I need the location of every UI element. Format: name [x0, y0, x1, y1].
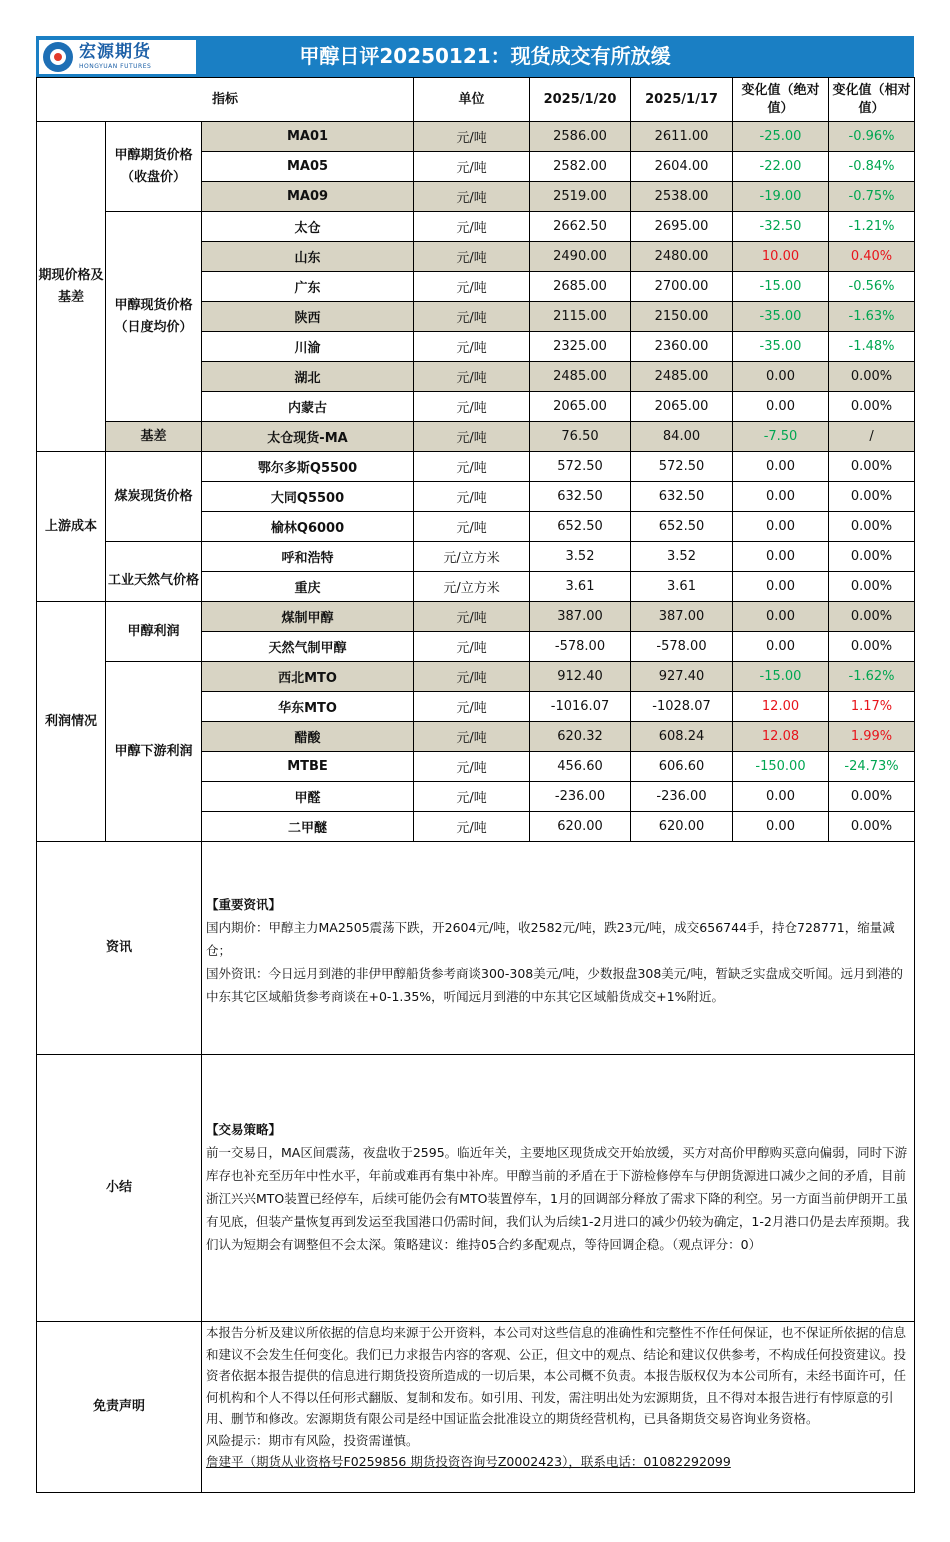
- change-relative: 0.40%: [829, 242, 915, 272]
- unit-cell: 元/吨: [414, 752, 530, 782]
- change-relative: -1.48%: [829, 332, 915, 362]
- disclaimer-label: 免责声明: [37, 1322, 202, 1493]
- news-row: [37, 842, 915, 1055]
- indicator-name: 榆林Q6000: [202, 512, 414, 542]
- value-date2: -1028.07: [631, 692, 733, 722]
- value-date2: 608.24: [631, 722, 733, 752]
- indicator-table: [36, 77, 915, 1493]
- value-date2: 2538.00: [631, 182, 733, 212]
- change-relative: -0.84%: [829, 152, 915, 182]
- unit-cell: 元/吨: [414, 122, 530, 152]
- subcategory-basis: 基差: [106, 422, 202, 452]
- change-absolute: -7.50: [733, 422, 829, 452]
- indicator-name: 陕西: [202, 302, 414, 332]
- change-absolute: 10.00: [733, 242, 829, 272]
- value-date2: 3.52: [631, 542, 733, 572]
- table-row: [37, 542, 915, 572]
- value-date2: 387.00: [631, 602, 733, 632]
- unit-cell: 元/吨: [414, 302, 530, 332]
- table-row: [37, 422, 915, 452]
- value-date2: 2480.00: [631, 242, 733, 272]
- change-relative: 0.00%: [829, 542, 915, 572]
- value-date2: -236.00: [631, 782, 733, 812]
- value-date2: 2700.00: [631, 272, 733, 302]
- unit-cell: 元/吨: [414, 662, 530, 692]
- change-relative: -1.63%: [829, 302, 915, 332]
- change-relative: 0.00%: [829, 602, 915, 632]
- change-relative: 1.99%: [829, 722, 915, 752]
- value-date1: -236.00: [530, 782, 631, 812]
- value-date1: 2485.00: [530, 362, 631, 392]
- value-date1: 572.50: [530, 452, 631, 482]
- change-relative: 1.17%: [829, 692, 915, 722]
- indicator-name: MTBE: [202, 752, 414, 782]
- news-content: [202, 842, 915, 1055]
- indicator-name: 太仓: [202, 212, 414, 242]
- table-row: [37, 602, 915, 632]
- table-row: [37, 212, 915, 242]
- indicator-name: 华东MTO: [202, 692, 414, 722]
- subcategory-downstream-profit: 甲醇下游利润: [106, 662, 202, 842]
- change-absolute: -25.00: [733, 122, 829, 152]
- value-date1: 2662.50: [530, 212, 631, 242]
- change-absolute: 0.00: [733, 782, 829, 812]
- value-date2: 572.50: [631, 452, 733, 482]
- value-date1: 2586.00: [530, 122, 631, 152]
- change-absolute: 0.00: [733, 602, 829, 632]
- summary-row: [37, 1055, 915, 1322]
- disclaimer-content: [202, 1322, 915, 1493]
- value-date1: 2325.00: [530, 332, 631, 362]
- summary-label: 小结: [37, 1055, 202, 1322]
- change-relative: 0.00%: [829, 512, 915, 542]
- category-profit: 利润情况: [37, 602, 106, 842]
- indicator-name: 西北MTO: [202, 662, 414, 692]
- change-absolute: -35.00: [733, 302, 829, 332]
- value-date2: 3.61: [631, 572, 733, 602]
- indicator-name: MA05: [202, 152, 414, 182]
- unit-cell: 元/吨: [414, 482, 530, 512]
- indicator-name: 太仓现货-MA: [202, 422, 414, 452]
- unit-cell: 元/吨: [414, 392, 530, 422]
- unit-cell: 元/吨: [414, 602, 530, 632]
- value-date2: 620.00: [631, 812, 733, 842]
- value-date1: 2519.00: [530, 182, 631, 212]
- subcategory-gas-price: 工业天然气价格: [106, 542, 202, 602]
- change-absolute: 0.00: [733, 542, 829, 572]
- indicator-name: 广东: [202, 272, 414, 302]
- value-date1: 620.32: [530, 722, 631, 752]
- indicator-name: 内蒙古: [202, 392, 414, 422]
- indicator-name: 重庆: [202, 572, 414, 602]
- table-row: [37, 662, 915, 692]
- subcategory-futures-price: 甲醇期货价格（收盘价）: [106, 122, 202, 212]
- change-absolute: -19.00: [733, 182, 829, 212]
- change-absolute: 0.00: [733, 392, 829, 422]
- col-header-abs-change: 变化值（绝对值）: [733, 78, 829, 122]
- value-date1: 652.50: [530, 512, 631, 542]
- value-date2: 2065.00: [631, 392, 733, 422]
- indicator-name: 鄂尔多斯Q5500: [202, 452, 414, 482]
- summary-content: [202, 1055, 915, 1322]
- value-date1: 387.00: [530, 602, 631, 632]
- value-date2: 606.60: [631, 752, 733, 782]
- value-date1: -578.00: [530, 632, 631, 662]
- risk-warning: 风险提示：期市有风险，投资需谨慎。: [206, 1432, 419, 1448]
- unit-cell: 元/立方米: [414, 572, 530, 602]
- indicator-name: 山东: [202, 242, 414, 272]
- change-relative: 0.00%: [829, 572, 915, 602]
- summary-body: 前一交易日，MA区间震荡，夜盘收于2595。临近年关，主要地区现货成交开始放缓，买方对高价甲醇购买意向偏弱，同时下游库存也补充至历年中性水平，年前或难再有集中补库。甲醇当前的矛盾在于下游检修停车与伊朗货源进口减少之间的矛盾，目前浙江兴兴MTO装置已经停车，后续可能仍会有MTO装置停车，1月的回调部分释放了需求下降的利空。另一方面当前伊朗开工虽有见底，但装产量恢复再到发运至我国港口仍需时间，我们认为后续1-2月进口的减少仍较为确定，1-2月港口仍是去库预期。我们认为短期会有调整但不会太深。策略建议：维持05合约多配观点，等待回调企稳。（观点评分：0）: [206, 1145, 910, 1252]
- change-absolute: 0.00: [733, 812, 829, 842]
- company-logo: [39, 40, 196, 74]
- change-absolute: 0.00: [733, 512, 829, 542]
- change-absolute: -150.00: [733, 752, 829, 782]
- disclaimer-body: 本报告分析及建议所依据的信息均来源于公开资料，本公司对这些信息的准确性和完整性不作任何保证，也不保证所依据的信息和建议不会发生任何变化。我们已力求报告内容的客观、公正，但文中的观点、结论和建议仅供参考，不构成任何投资建议。投资者依据本报告提供的信息进行期货投资所造成的一切后果，本公司概不负责。本报告版权仅为本公司所有，未经书面许可，任何机构和个人不得以任何形式翻版、复制和发布。如引用、刊发，需注明出处为宏源期货，且不得对本报告进行有悖原意的引用、删节和修改。宏源期货有限公司是经中国证监会批准设立的期货经营机构，已具备期货交易咨询业务资格。: [206, 1325, 907, 1426]
- news-heading: 【重要资讯】: [206, 897, 282, 912]
- news-domestic: 国内期价：甲醇主力MA2505震荡下跌，开2604元/吨，收2582元/吨，跌23元/吨，成交656744手，持仓728771，缩量减仓；: [206, 920, 895, 958]
- value-date2: 2485.00: [631, 362, 733, 392]
- unit-cell: 元/吨: [414, 692, 530, 722]
- indicator-name: 呼和浩特: [202, 542, 414, 572]
- value-date1: 632.50: [530, 482, 631, 512]
- col-header-indicator: 指标: [37, 78, 414, 122]
- change-relative: 0.00%: [829, 632, 915, 662]
- indicator-name: MA01: [202, 122, 414, 152]
- logo-mark-icon: [43, 42, 73, 72]
- change-relative: 0.00%: [829, 452, 915, 482]
- col-header-unit: 单位: [414, 78, 530, 122]
- unit-cell: 元/吨: [414, 722, 530, 752]
- indicator-name: 川渝: [202, 332, 414, 362]
- change-relative: -1.21%: [829, 212, 915, 242]
- change-relative: 0.00%: [829, 482, 915, 512]
- unit-cell: 元/吨: [414, 332, 530, 362]
- col-header-rel-change: 变化值（相对值）: [829, 78, 915, 122]
- indicator-name: 煤制甲醇: [202, 602, 414, 632]
- indicator-name: MA09: [202, 182, 414, 212]
- value-date1: 2490.00: [530, 242, 631, 272]
- value-date1: 76.50: [530, 422, 631, 452]
- change-absolute: 0.00: [733, 362, 829, 392]
- value-date2: 2695.00: [631, 212, 733, 242]
- unit-cell: 元/吨: [414, 782, 530, 812]
- change-absolute: -35.00: [733, 332, 829, 362]
- value-date2: 2611.00: [631, 122, 733, 152]
- value-date1: 912.40: [530, 662, 631, 692]
- value-date1: 2115.00: [530, 302, 631, 332]
- table-row: [37, 122, 915, 152]
- change-absolute: 12.08: [733, 722, 829, 752]
- category-upstream-cost: 上游成本: [37, 452, 106, 602]
- change-absolute: -15.00: [733, 272, 829, 302]
- value-date1: -1016.07: [530, 692, 631, 722]
- summary-heading: 【交易策略】: [206, 1122, 282, 1137]
- unit-cell: 元/吨: [414, 812, 530, 842]
- indicator-name: 二甲醚: [202, 812, 414, 842]
- report-header: [36, 36, 914, 77]
- unit-cell: 元/立方米: [414, 542, 530, 572]
- unit-cell: 元/吨: [414, 362, 530, 392]
- value-date2: 632.50: [631, 482, 733, 512]
- unit-cell: 元/吨: [414, 452, 530, 482]
- value-date1: 3.52: [530, 542, 631, 572]
- value-date1: 620.00: [530, 812, 631, 842]
- change-absolute: -22.00: [733, 152, 829, 182]
- indicator-name: 湖北: [202, 362, 414, 392]
- unit-cell: 元/吨: [414, 272, 530, 302]
- col-header-date2: 2025/1/17: [631, 78, 733, 122]
- indicator-name: 醋酸: [202, 722, 414, 752]
- change-relative: /: [829, 422, 915, 452]
- change-absolute: 0.00: [733, 452, 829, 482]
- subcategory-methanol-profit: 甲醇利润: [106, 602, 202, 662]
- change-relative: -0.56%: [829, 272, 915, 302]
- change-relative: 0.00%: [829, 392, 915, 422]
- change-relative: -0.75%: [829, 182, 915, 212]
- analyst-contact: 詹建平（期货从业资格号F0259856 期货投资咨询号Z0002423），联系电话：01082292099: [206, 1454, 731, 1469]
- change-relative: -24.73%: [829, 752, 915, 782]
- change-absolute: 12.00: [733, 692, 829, 722]
- unit-cell: 元/吨: [414, 512, 530, 542]
- value-date1: 456.60: [530, 752, 631, 782]
- change-absolute: 0.00: [733, 482, 829, 512]
- change-relative: 0.00%: [829, 362, 915, 392]
- change-absolute: 0.00: [733, 632, 829, 662]
- subcategory-coal-price: 煤炭现货价格: [106, 452, 202, 542]
- subcategory-spot-price: 甲醇现货价格（日度均价）: [106, 212, 202, 422]
- col-header-date1: 2025/1/20: [530, 78, 631, 122]
- change-relative: 0.00%: [829, 812, 915, 842]
- change-absolute: 0.00: [733, 572, 829, 602]
- news-overseas: 国外资讯：今日远月到港的非伊甲醇船货参考商谈300-308美元/吨，少数报盘308美元/吨，暂缺乏实盘成交听闻。远月到港的中东其它区域船货参考商谈在+0-1.35%，听闻远月到港的中东其它区域船货成交+1%附近。: [206, 966, 904, 1004]
- column-header-row: [37, 78, 915, 122]
- change-relative: 0.00%: [829, 782, 915, 812]
- table-row: [37, 452, 915, 482]
- change-relative: -0.96%: [829, 122, 915, 152]
- unit-cell: 元/吨: [414, 182, 530, 212]
- indicator-name: 天然气制甲醇: [202, 632, 414, 662]
- value-date2: 652.50: [631, 512, 733, 542]
- value-date1: 3.61: [530, 572, 631, 602]
- change-relative: -1.62%: [829, 662, 915, 692]
- unit-cell: 元/吨: [414, 152, 530, 182]
- category-price-basis: 期现价格及基差: [37, 122, 106, 452]
- logo-name: 宏源期货: [79, 42, 151, 62]
- report-sheet: [36, 36, 914, 1493]
- unit-cell: 元/吨: [414, 212, 530, 242]
- change-absolute: -15.00: [733, 662, 829, 692]
- logo-english-name: HONGYUAN FUTURES: [79, 63, 152, 70]
- news-label: 资讯: [37, 842, 202, 1055]
- value-date2: 2360.00: [631, 332, 733, 362]
- value-date2: 927.40: [631, 662, 733, 692]
- value-date1: 2582.00: [530, 152, 631, 182]
- value-date2: -578.00: [631, 632, 733, 662]
- value-date2: 2150.00: [631, 302, 733, 332]
- value-date2: 84.00: [631, 422, 733, 452]
- value-date2: 2604.00: [631, 152, 733, 182]
- unit-cell: 元/吨: [414, 422, 530, 452]
- value-date1: 2685.00: [530, 272, 631, 302]
- change-absolute: -32.50: [733, 212, 829, 242]
- indicator-name: 大同Q5500: [202, 482, 414, 512]
- unit-cell: 元/吨: [414, 242, 530, 272]
- value-date1: 2065.00: [530, 392, 631, 422]
- report-title: 甲醇日评20250121：现货成交有所放缓: [299, 44, 671, 68]
- disclaimer-row: [37, 1322, 915, 1493]
- indicator-name: 甲醛: [202, 782, 414, 812]
- unit-cell: 元/吨: [414, 632, 530, 662]
